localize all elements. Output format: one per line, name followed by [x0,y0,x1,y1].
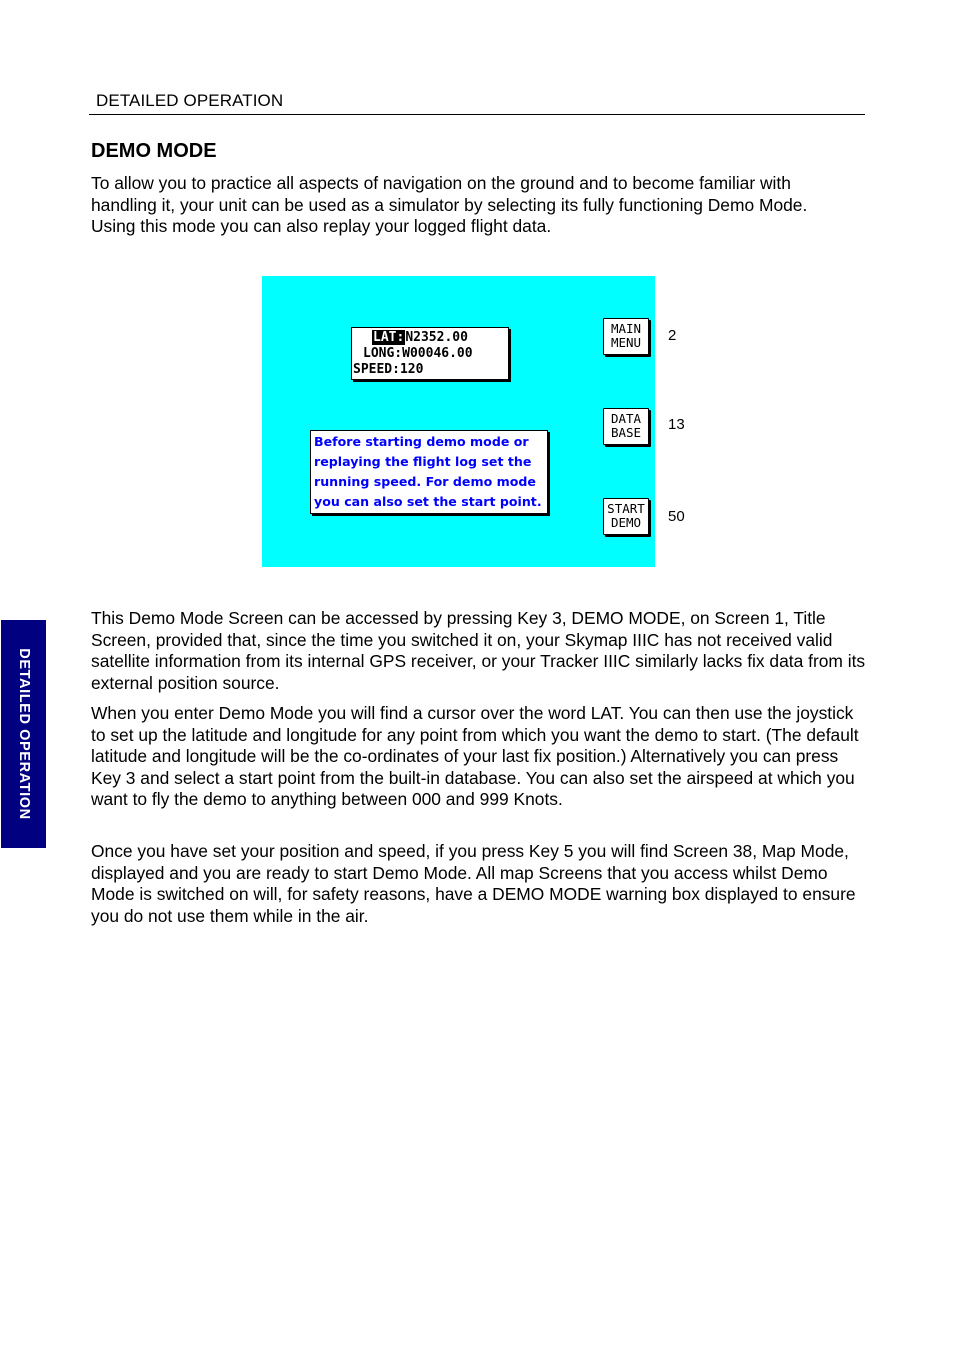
lat-label[interactable]: LAT: [373,330,405,345]
instruction-message-box [310,430,548,514]
running-header: DETAILED OPERATION [96,91,284,110]
database-screen-ref: 13 [668,416,685,433]
long-row [363,346,473,363]
long-value: W00046.00 [402,346,473,361]
speed-label: SPEED: [353,362,400,377]
softkey-label: DEMO [610,515,642,530]
softkey-label: DATA [610,411,642,426]
start-demo-screen-ref: 50 [668,508,685,525]
message-line: you can also set the start point. [314,494,542,509]
softkey-label: MAIN [610,321,642,336]
start-demo-softkey[interactable] [603,498,649,535]
body-paragraph: Once you have set your position and speed, if you press Key 5 you will find Screen 38, Map Mode, displayed and you are ready to start Demo Mode. All map Screens that you access whilst Demo Mode is switched on will, for safety reasons, have a DEMO MODE warning box displayed to ensure you do not use them while in the air. [91,841,856,926]
message-line: running speed. For demo mode [314,474,536,489]
database-softkey[interactable] [603,408,649,445]
main-menu-softkey[interactable] [603,318,649,355]
section-title: DEMO MODE [91,140,217,162]
body-paragraph: This Demo Mode Screen can be accessed by pressing Key 3, DEMO MODE, on Screen 1, Title Screen, provided that, since the time you switched it on, your Skymap IIIC has not received valid satellite information from its internal GPS receiver, or your Tracker IIIC similarly lacks fix data from its external position source. [91,608,866,693]
header-rule [89,114,865,115]
lat-row [372,330,468,347]
section-side-tab [1,620,46,848]
position-box [351,327,509,380]
softkey-label: MENU [610,335,642,350]
side-tab-label: DETAILED OPERATION [15,648,32,820]
softkey-label: START [607,501,645,516]
message-line: replaying the flight log set the [314,454,532,469]
softkey-label: BASE [610,425,642,440]
demo-mode-screen [262,276,655,567]
long-label: LONG: [363,346,403,361]
speed-value: 120 [399,362,424,377]
lat-value: N2352.00 [405,330,468,345]
body-paragraph: When you enter Demo Mode you will find a cursor over the word LAT. You can then use the joystick to set up the latitude and longitude for any point from which you want the demo to start. (The default latitude and longitude will be the co-ordinates of your last fix position.) Alternatively you can press Key 3 and select a start point from the built-in database. You can also set the airspeed at which you want to fly the demo to anything between 000 and 999 Knots. [91,703,859,809]
speed-row [353,362,423,379]
main-menu-screen-ref: 2 [668,327,677,344]
message-line: Before starting demo mode or [314,434,529,449]
intro-paragraph: To allow you to practice all aspects of navigation on the ground and to become familiar with handling it, your unit can be used as a simulator by selecting its fully functioning Demo Mode. Using this mode you can also replay your logged flight data. [91,173,808,236]
